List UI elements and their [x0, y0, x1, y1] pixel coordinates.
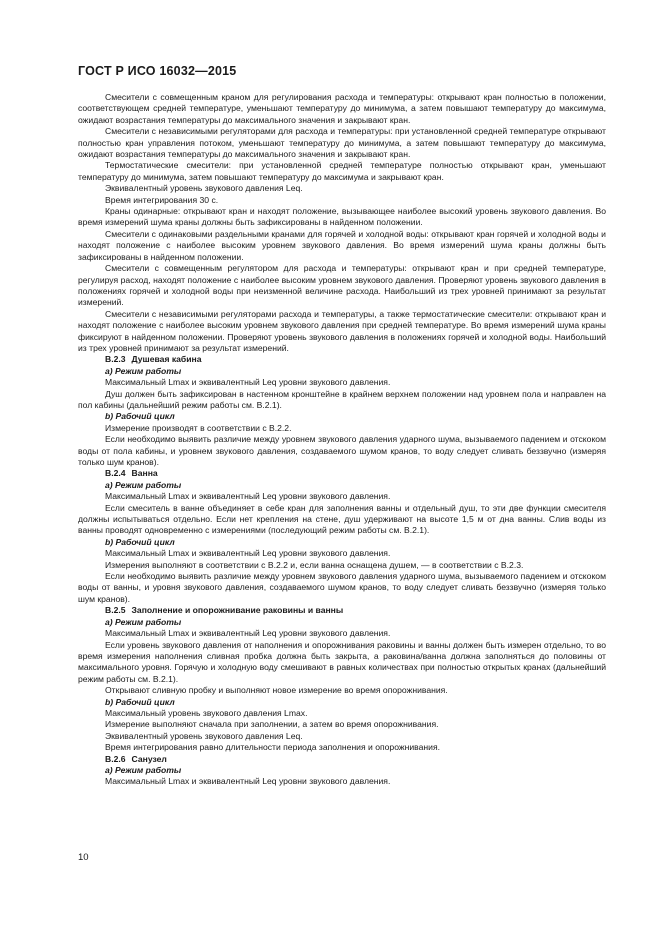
paragraph: Измерения выполняют в соответствии с В.2.2 и, если ванна оснащена душем, — в соответствии с В.2.3.: [105, 559, 524, 570]
paragraph: Измерение производят в соответствии с В.2.2.: [105, 422, 292, 433]
section-number: В.2.4: [105, 468, 126, 479]
section-heading: [78, 754, 606, 765]
subsection-heading: b) Рабочий цикл: [105, 696, 175, 707]
document-body: [78, 92, 606, 788]
paragraph: Эквивалентный уровень звукового давления Leq.: [105, 730, 303, 741]
paragraph: Если необходимо выявить различие между уровнем звукового давления ударного шума, вызываемого падением и отскоком воды от ванны, и уровня звукового давления, создаваемого шумом кранов, то воду следует сливать беззвучно (измеряя только шум кранов).: [78, 571, 606, 604]
document-header: ГОСТ Р ИСО 16032—2015: [78, 64, 237, 78]
section-number: В.2.5: [105, 605, 126, 616]
section-heading: [78, 605, 606, 616]
paragraph: Время интегрирования 30 с.: [105, 194, 219, 205]
section-title: Заполнение и опорожнивание раковины и ванны: [131, 605, 344, 616]
section-number: В.2.3: [105, 354, 126, 365]
paragraph: Открывают сливную пробку и выполняют новое измерение во время опорожнивания.: [105, 685, 448, 696]
paragraph: Если смеситель в ванне объединяет в себе кран для заполнения ванны и отдельный душ, то эти две функции смесителя должны испытываться отдельно. Если нет крепления на стене, душ удерживают на высоте 1,5 м от дна ванны. Слив воды из ванны проводят одновременно с измерениями (последующий режим работы см. В.2.1).: [78, 502, 606, 536]
paragraph: Смесители с совмещенным краном для регулирования расхода и температуры: открывают кран полностью в положении, соответствующем средней температуре, уменьшают температуру до минимума, а затем повышают температуру до максимума, ожидают возрастания температуры до максимального значения и закрывают кран.: [78, 92, 606, 125]
section-number: В.2.6: [105, 753, 126, 764]
section-heading: [78, 468, 606, 479]
paragraph: Максимальный Lmax и эквивалентный Leq уровни звукового давления.: [105, 377, 391, 388]
paragraph: Краны одинарные: открывают кран и находят положение, вызывающее наиболее высокий уровень звукового давления. Во время измерений шума краны должны быть зафиксированы в найденном положении.: [78, 206, 606, 228]
section-title: Душевая кабина: [131, 354, 202, 365]
paragraph: Время интегрирования равно длительности периода заполнения и опорожнивания.: [105, 742, 441, 753]
paragraph: Максимальный Lmax и эквивалентный Leq уровни звукового давления.: [105, 628, 391, 639]
section-heading: [78, 354, 606, 365]
subsection-heading: a) Режим работы: [105, 479, 182, 490]
paragraph: Максимальный уровень звукового давления Lmax.: [105, 707, 308, 718]
subsection-heading: a) Режим работы: [105, 616, 182, 627]
paragraph: Если необходимо выявить различие между уровнем звукового давления ударного шума, вызываемого падением и отскоком воды от пола кабины, и уровнем звукового давления, создаваемого шумом кранов, то воду следует сливать беззвучно (измеряя только шум кранов).: [78, 434, 606, 467]
paragraph: Термостатические смесители: при установленной средней температуре полностью открывают кран, уменьшают температуру до минимума, затем повышают температуру до максимума и закрывают кран.: [78, 160, 606, 182]
paragraph: Измерение выполняют сначала при заполнении, а затем во время опорожнивания.: [105, 719, 439, 730]
subsection-heading: b) Рабочий цикл: [105, 411, 175, 422]
paragraph: Смесители с независимыми регуляторами для расхода и температуры: при установленной средней температуре открывают полностью кран управления потоком, уменьшают температуру до минимума, а затем повышают температуру до максимума, ожидают возрастания температуры до максимального значения и закрывают кран.: [78, 126, 606, 160]
paragraph: Смесители с одинаковыми раздельными кранами для горячей и холодной воды: открывают кран горячей и холодной воды и находят положение с наиболее высоким уровнем звукового давления. Во время измерений шума краны должны быть зафиксированы в найденном положении.: [78, 228, 606, 262]
subsection-heading: a) Режим работы: [105, 764, 182, 775]
paragraph: Смесители с совмещенным регулятором для расхода и температуры: открывают кран и при средней температуре, регулируя расход, находят положение с наиболее высоким уровнем звукового давления. Проверяют уровень звукового давления в положениях горячей и холодной воды при неизменной величине расхода. Наибольший из трех уровней принимают за результат измерений.: [78, 263, 606, 308]
paragraph: Максимальный Lmax и эквивалентный Leq уровни звукового давления.: [105, 491, 391, 502]
page-number: 10: [78, 852, 89, 863]
paragraph: Смесители с независимыми регуляторами расхода и температуры, а также термостатические смесители: открывают кран и находят положение с наиболее высоким уровнем звукового давления при средней температуре. Во время измерений шума краны фиксируют в найденном положении. Проверяют уровень звукового давления в положениях горячей и холодной воды. Наибольший из трех уровней принимают за результат измерений.: [78, 308, 606, 353]
paragraph: Эквивалентный уровень звукового давления Leq.: [105, 183, 303, 194]
paragraph: Душ должен быть зафиксирован в настенном кронштейне в крайнем верхнем положении над уровнем пола и направлен на пол кабины (дальнейший режим работы см. В.2.1).: [78, 388, 606, 410]
paragraph: Максимальный Lmax и эквивалентный Leq уровни звукового давления.: [105, 548, 391, 559]
section-title: Санузел: [131, 753, 167, 764]
subsection-heading: a) Режим работы: [105, 365, 182, 376]
section-title: Ванна: [131, 468, 158, 479]
paragraph: Если уровень звукового давления от наполнения и опорожнивания раковины и ванны должен быть измерен отдельно, то во время измерения наполнения сливная пробка должна быть закрыта, а раковина/ванна должна заполняться до половины от максимального уровня. Горячую и холодную воду смешивают в равных количествах при полностью открытых кранах (дальнейший режим работы см. В.2.1).: [78, 639, 606, 684]
paragraph: Максимальный Lmax и эквивалентный Leq уровни звукового давления.: [105, 776, 391, 787]
subsection-heading: b) Рабочий цикл: [105, 536, 175, 547]
